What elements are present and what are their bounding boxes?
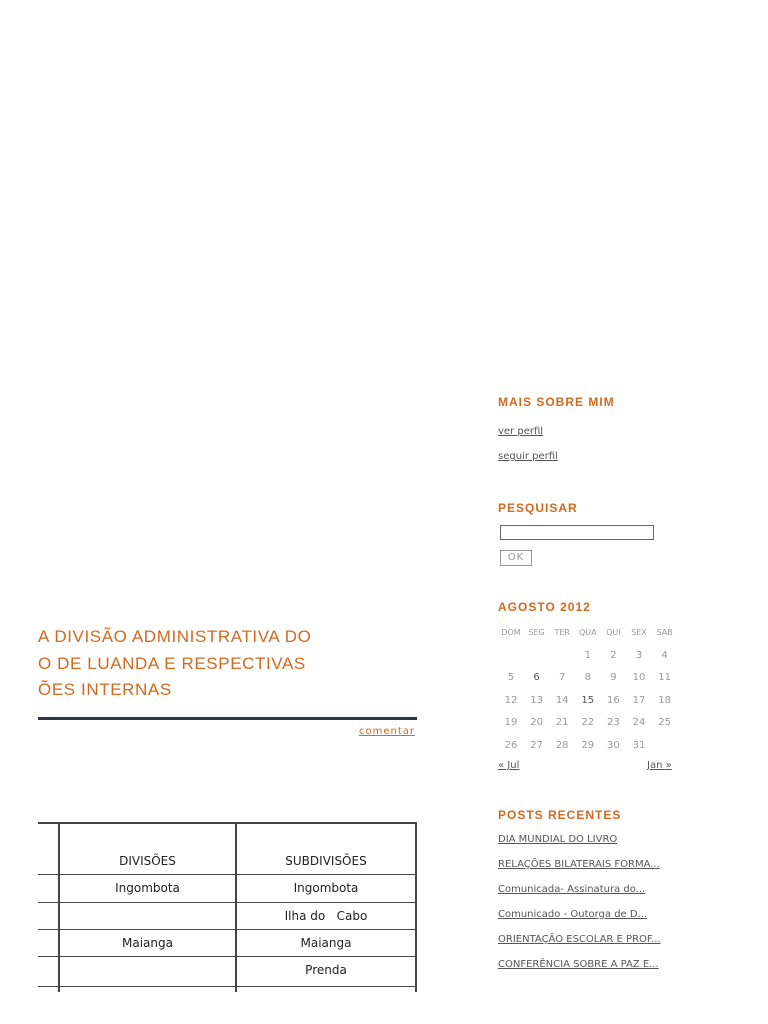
recent-post-link[interactable]: Comunicado - Outorga de D... <box>498 909 648 920</box>
table-cell: Ilha do Cabo <box>284 909 368 923</box>
calendar-day: 28 <box>555 739 569 751</box>
recent-post-link[interactable]: DIA MUNDIAL DO LIVRO <box>498 834 618 845</box>
calendar-day: 1 <box>584 650 591 661</box>
post-title-line: O DE LUANDA E RESPECTIVAS <box>38 653 306 673</box>
calendar-next-link[interactable]: Jan » <box>647 760 672 771</box>
post-divider <box>38 717 417 720</box>
calendar-day: 18 <box>658 694 671 706</box>
table-border <box>38 986 417 987</box>
table-cell: Maianga <box>300 936 352 950</box>
table-border <box>38 902 417 903</box>
calendar-weekday: DOM <box>501 628 521 637</box>
calendar-day: 9 <box>610 672 617 684</box>
recent-posts-title: POSTS RECENTES <box>498 808 622 822</box>
comment-link[interactable]: comentar <box>359 726 416 737</box>
calendar-day: 7 <box>559 672 566 684</box>
calendar-day: 12 <box>504 694 518 706</box>
table-cell: Ingombota <box>293 881 359 895</box>
calendar-day: 21 <box>555 717 569 729</box>
about-title: MAIS SOBRE MIM <box>498 395 615 409</box>
calendar-weekday: SAB <box>656 628 673 637</box>
calendar-day: 5 <box>507 672 515 684</box>
follow-profile-link[interactable]: seguir perfil <box>498 451 558 462</box>
table-border <box>58 822 60 992</box>
calendar-day: 31 <box>632 739 646 751</box>
calendar-day: 30 <box>607 739 620 751</box>
calendar-day: 8 <box>584 672 591 684</box>
table-border <box>38 929 417 930</box>
calendar-day: 11 <box>658 672 671 684</box>
calendar-day: 16 <box>607 694 620 706</box>
calendar-title: AGOSTO 2012 <box>498 600 591 614</box>
table-cell: Maianga <box>122 936 173 950</box>
calendar-day: 14 <box>555 694 569 706</box>
calendar-day: 27 <box>530 739 543 751</box>
calendar-weekday: QUI <box>606 628 621 637</box>
calendar-weekday: QUA <box>578 628 597 637</box>
calendar-day: 17 <box>632 694 646 706</box>
calendar-prev-link[interactable]: « Jul <box>498 760 520 771</box>
search-input[interactable] <box>500 525 654 540</box>
calendar-day: 23 <box>607 717 620 729</box>
calendar-weekday: SEX <box>631 628 647 637</box>
post-title-line: A DIVISÃO ADMINISTRATIVA DO <box>38 627 312 646</box>
recent-post-link[interactable]: Comunicada- Assinatura do... <box>498 884 646 895</box>
recent-post-link[interactable]: CONFERÊNCIA SOBRE A PAZ E... <box>498 959 659 970</box>
calendar-day: 2 <box>610 650 617 661</box>
table-border <box>38 822 417 824</box>
calendar-day: 25 <box>658 717 671 729</box>
calendar-day: 3 <box>635 650 643 661</box>
table-cell: Prenda <box>305 963 347 977</box>
recent-post-link[interactable]: ORIENTAÇÃO ESCOLAR E PROF... <box>498 934 661 945</box>
calendar-day: 29 <box>581 739 595 751</box>
table-border <box>38 874 417 875</box>
divisions-table <box>38 822 418 992</box>
calendar-day: 4 <box>661 650 668 661</box>
calendar-day: 22 <box>581 717 595 729</box>
calendar-day: 26 <box>504 739 518 751</box>
calendar-day: 13 <box>530 694 543 706</box>
table-header-subdivisions: SUBDIVISÕES <box>285 854 367 868</box>
search-title: PESQUISAR <box>498 501 578 515</box>
post-title[interactable] <box>38 624 418 704</box>
search-ok-button[interactable]: OK <box>500 550 532 566</box>
recent-post-link[interactable]: RELAÇÕES BILATERAIS FORMA... <box>498 859 660 870</box>
table-border <box>415 822 417 992</box>
calendar-day: 19 <box>504 717 518 729</box>
calendar-weekday: SEG <box>528 628 545 637</box>
calendar-day: 10 <box>632 672 646 684</box>
view-profile-link[interactable]: ver perfil <box>498 426 544 437</box>
calendar-day[interactable]: 6 <box>533 672 540 684</box>
post-title-line: ÕES INTERNAS <box>38 680 172 699</box>
table-header-divisions: DIVISÕES <box>119 854 176 868</box>
table-border <box>38 956 417 957</box>
calendar-day: 24 <box>632 717 646 729</box>
table-cell: Ingombota <box>115 881 180 895</box>
calendar-day: 20 <box>530 717 543 729</box>
calendar-day[interactable]: 15 <box>581 694 595 706</box>
calendar-weekday: TER <box>554 628 570 637</box>
